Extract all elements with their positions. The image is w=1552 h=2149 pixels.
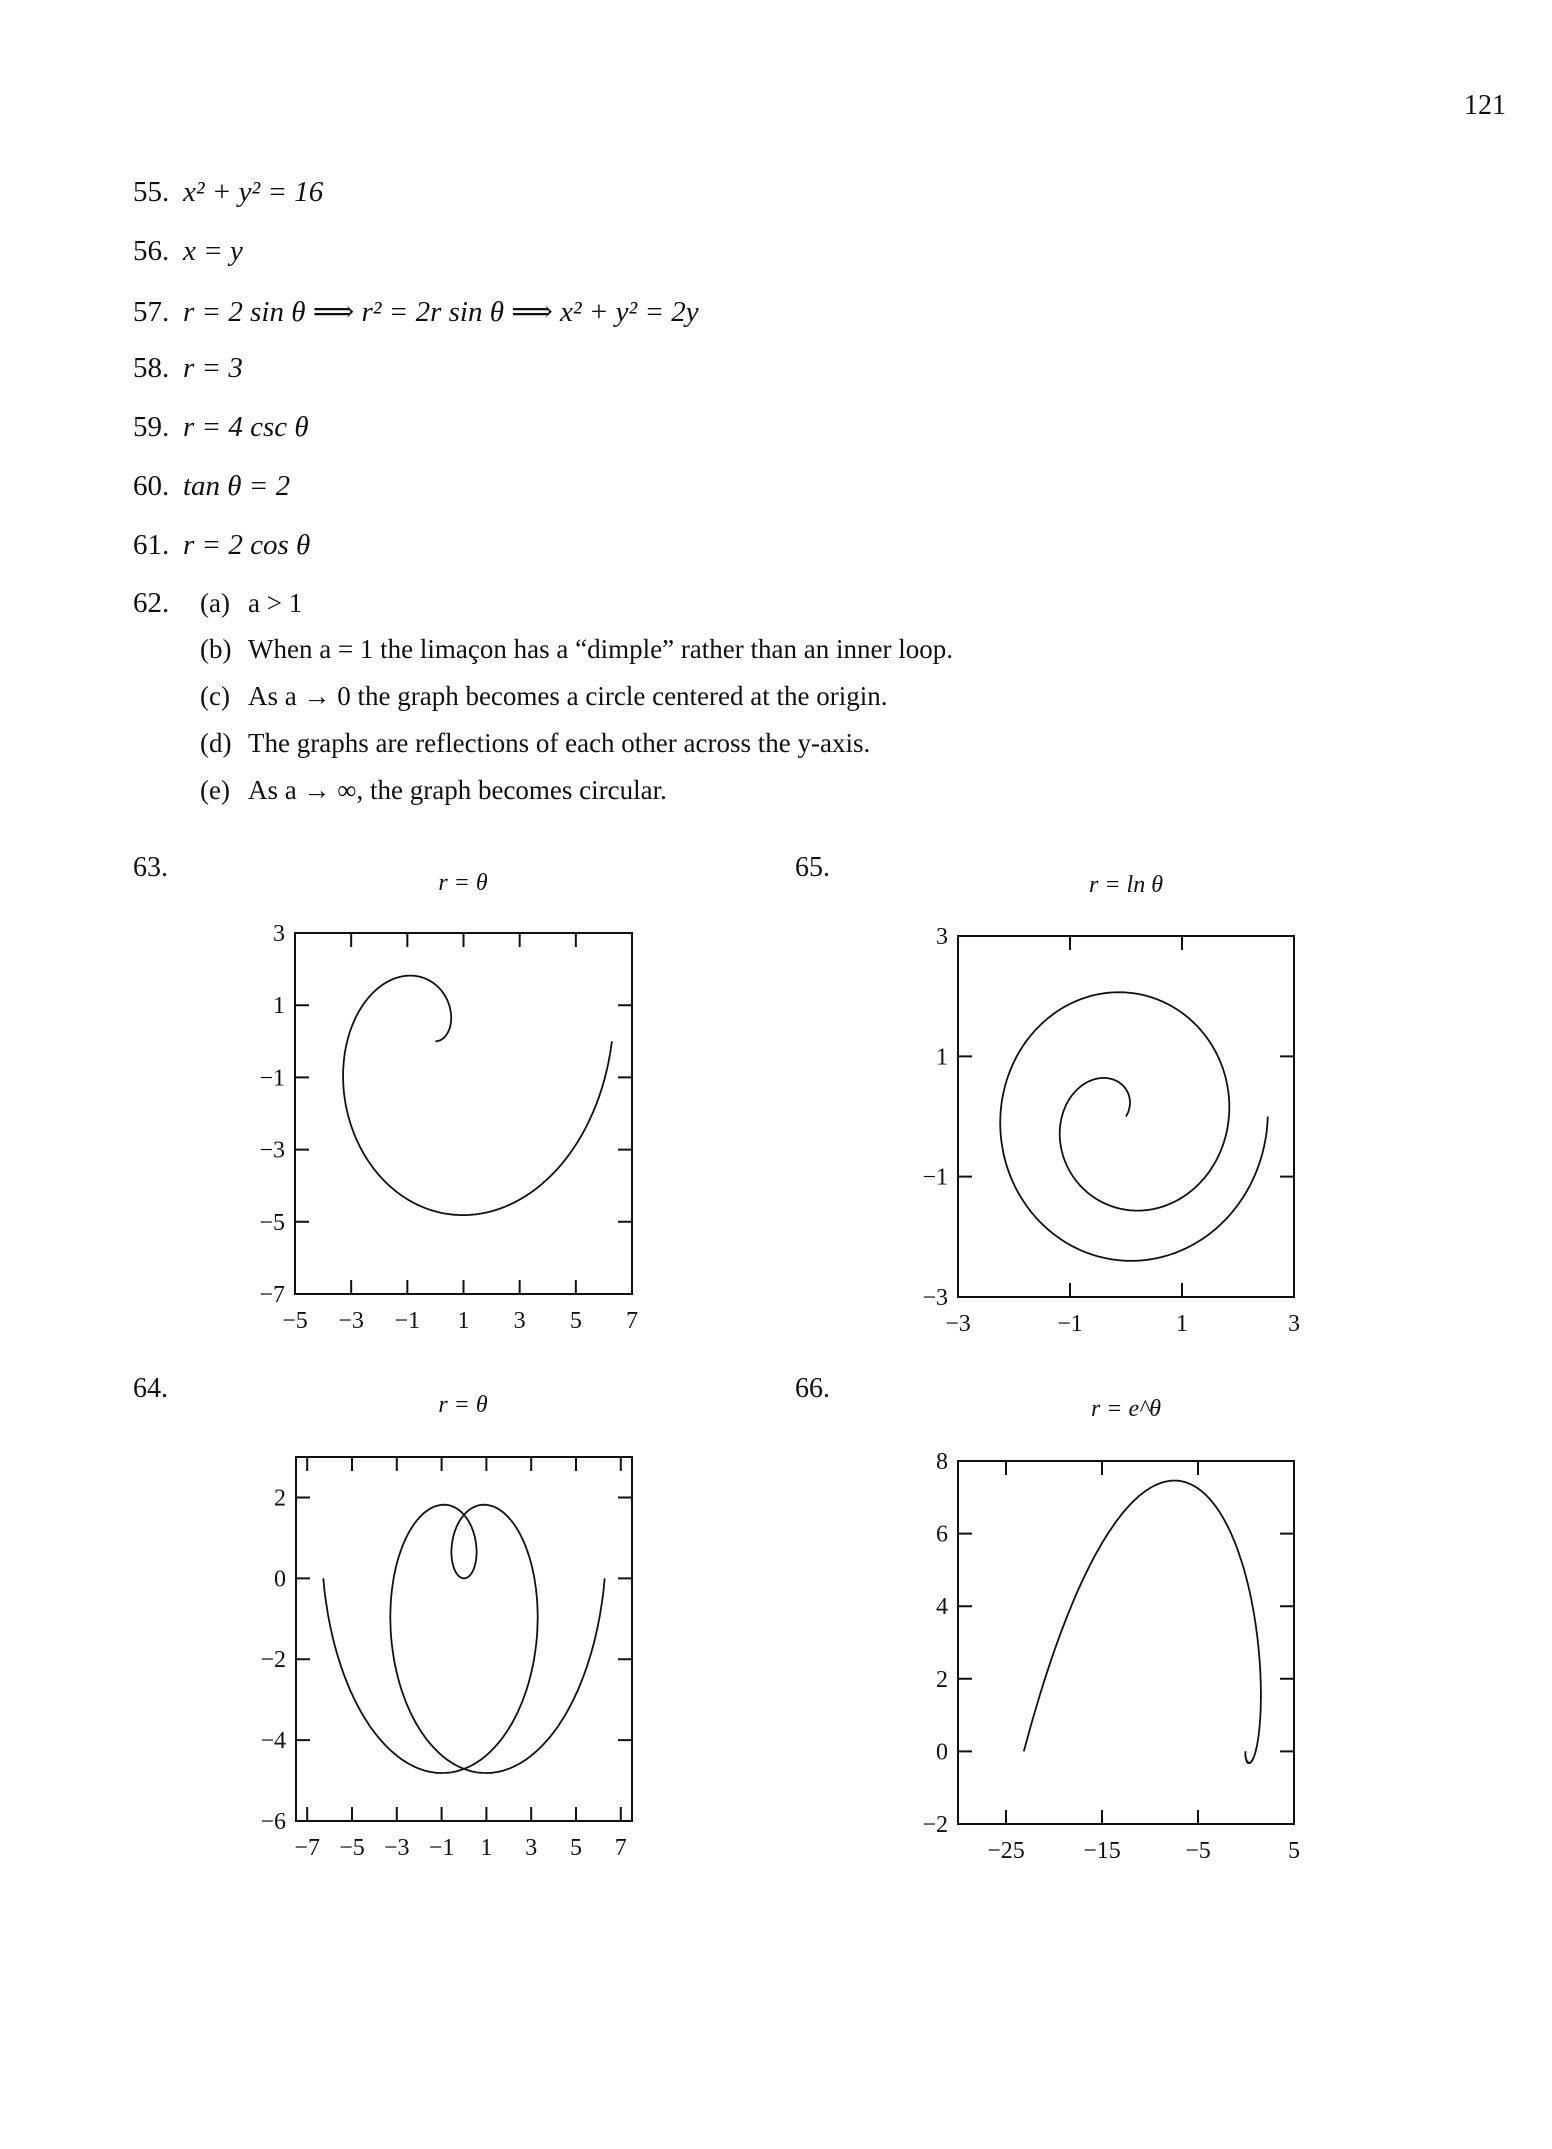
x-tick-label: 1 (480, 1835, 493, 1861)
polar-curve (323, 1505, 604, 1773)
plot-frame (958, 1461, 1294, 1824)
x-tick-label: −5 (282, 1308, 308, 1334)
tick-marks (296, 1457, 632, 1821)
x-tick-label: 1 (1176, 1311, 1188, 1337)
y-tick-label: 2 (936, 1666, 948, 1693)
x-tick-label: 7 (626, 1308, 638, 1334)
x-tick-label: −25 (987, 1838, 1025, 1864)
x-tick-label: −5 (339, 1835, 365, 1861)
plot-frame (295, 933, 632, 1294)
answer-62-number: 62. (133, 587, 170, 619)
x-tick-label: −15 (1083, 1838, 1121, 1864)
x-tick-label: −7 (294, 1835, 320, 1861)
x-tick-label: 1 (457, 1308, 470, 1334)
answer-number: 58. (133, 352, 170, 384)
part-label: (d) (200, 728, 232, 758)
tick-marks (958, 1461, 1294, 1824)
x-tick-label: 7 (614, 1835, 627, 1861)
y-tick-label: −4 (260, 1728, 286, 1755)
y-tick-label: 8 (936, 1449, 948, 1475)
answer-number: 56. (133, 235, 170, 267)
answer-number: 59. (133, 411, 170, 443)
x-tick-label: −1 (1057, 1311, 1083, 1337)
plot-frame (296, 1457, 632, 1821)
chart-64-title: r = θ (438, 1392, 488, 1418)
answer-text: r = 4 csc θ (183, 411, 309, 443)
x-tick-label: −1 (428, 1835, 455, 1861)
y-tick-label: −1 (259, 1065, 285, 1092)
part-text: When a = 1 the limaçon has a “dimple” rather than an inner loop. (248, 634, 953, 664)
answer-number: 61. (133, 529, 170, 561)
chart-65 (922, 924, 1300, 1337)
part-label: (a) (200, 588, 230, 618)
y-tick-label: 2 (274, 1485, 286, 1512)
y-tick-label: −2 (922, 1812, 948, 1838)
answer-number: 60. (133, 470, 170, 502)
x-tick-label: −3 (338, 1308, 364, 1334)
problem-63-number: 63. (133, 852, 168, 883)
answer-number: 57. (133, 296, 170, 328)
part-text: The graphs are reflections of each other across the y-axis. (248, 728, 871, 758)
problem-64-number: 64. (133, 1373, 168, 1404)
part-label: (e) (200, 775, 230, 805)
x-tick-label: 3 (525, 1835, 538, 1861)
part-text: a > 1 (248, 588, 303, 618)
answer-text: tan θ = 2 (183, 470, 291, 502)
y-tick-label: 0 (274, 1566, 286, 1593)
answer-text: x² + y² = 16 (183, 176, 324, 208)
answer-text: r = 2 cos θ (183, 529, 311, 561)
y-tick-label: 6 (936, 1521, 948, 1548)
chart-66-title: r = e^θ (1090, 1396, 1162, 1422)
polar-curve (1000, 992, 1267, 1261)
y-tick-label: −3 (259, 1137, 285, 1164)
y-tick-label: 1 (273, 993, 285, 1020)
page-number: 121 (1464, 90, 1506, 121)
y-tick-label: −2 (260, 1647, 286, 1674)
part-label: (b) (200, 634, 232, 664)
x-tick-label: −3 (384, 1835, 410, 1861)
chart-63 (259, 921, 638, 1334)
y-tick-label: 3 (936, 924, 948, 950)
answer-text: r = 3 (183, 352, 243, 384)
x-tick-label: −3 (945, 1311, 971, 1337)
y-tick-label: 3 (273, 921, 285, 947)
chart-66 (922, 1449, 1300, 1864)
y-tick-label: −6 (260, 1809, 286, 1835)
x-tick-label: −5 (1185, 1838, 1211, 1864)
y-tick-label: −5 (259, 1209, 285, 1236)
y-tick-label: −7 (259, 1282, 285, 1308)
polar-curve (1024, 1481, 1261, 1764)
x-tick-label: 3 (513, 1308, 526, 1334)
y-tick-label: −1 (922, 1164, 948, 1191)
y-tick-label: 1 (936, 1044, 948, 1071)
problem-65-number: 65. (795, 852, 830, 883)
x-tick-label: 3 (1288, 1311, 1300, 1337)
tick-marks (295, 933, 632, 1294)
y-tick-label: −3 (922, 1285, 948, 1311)
x-tick-label: −1 (394, 1308, 421, 1334)
answer-number: 55. (133, 176, 170, 208)
part-label: (c) (200, 681, 230, 711)
answer-text: r = 2 sin θ ⟹ r² = 2r sin θ ⟹ x² + y² = 2y (183, 296, 699, 328)
x-tick-label: 5 (1288, 1838, 1300, 1864)
answer-text: x = y (183, 235, 243, 267)
y-tick-label: 0 (936, 1739, 948, 1766)
chart-64 (260, 1457, 632, 1861)
x-tick-label: 5 (570, 1835, 582, 1861)
part-text: As a → ∞, the graph becomes circular. (248, 775, 667, 805)
x-tick-label: 5 (569, 1308, 582, 1334)
chart-65-title: r = ln θ (1089, 872, 1163, 898)
y-tick-label: 4 (936, 1594, 948, 1621)
chart-63-title: r = θ (438, 870, 488, 896)
part-text: As a → 0 the graph becomes a circle centered at the origin. (248, 681, 888, 711)
problem-66-number: 66. (795, 1373, 830, 1404)
polar-curve (343, 976, 612, 1216)
